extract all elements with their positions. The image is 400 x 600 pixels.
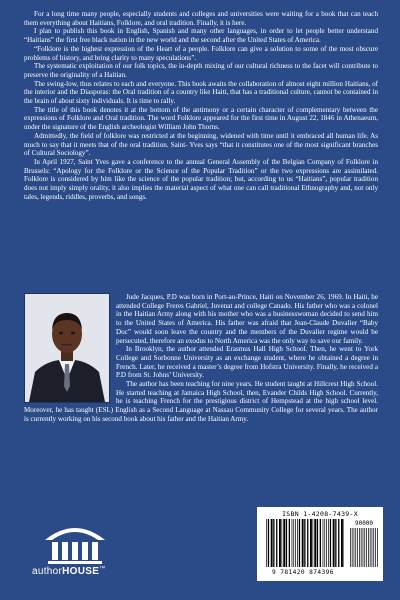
barcode-bar [320, 519, 321, 567]
barcode-bar [302, 519, 304, 567]
barcode-bar [283, 519, 285, 567]
intro-paragraph: The systematic exploitation of our folk topics, the in-depth mixing of our cultural richness to the facet will contribute to preserve the originality of a Haitian. [24, 62, 378, 79]
bio-paragraph: In Brooklyn, the author attended Erasmus Hall High School. Then, he went to York College and Sorbonne University as an exchange student, where he obtained a degree in French. Later, he received a master’s degree from Hofstra University. Finally, he received a P.D from St. Johns’ University. [116, 345, 378, 380]
barcode-bar [282, 519, 283, 567]
isbn-barcode-box [257, 507, 383, 581]
barcode-bar [344, 519, 345, 567]
barcode-bar [324, 519, 325, 567]
barcode-bar [279, 519, 281, 567]
price-code: 90000 [354, 520, 374, 527]
intro-text-block [24, 10, 378, 201]
authorhouse-building-icon [40, 518, 110, 568]
intro-paragraph: “Folklore is the highest expression of the Heart of a people. Folklore can give a solution to some of the most obscure problems of history, and bring clarity to many speculations”. [24, 44, 378, 62]
barcode-bar [323, 519, 324, 567]
barcode-bar [326, 519, 327, 567]
barcode-bar [297, 519, 298, 567]
barcode-bar [273, 519, 274, 567]
barcode-bar [313, 519, 314, 567]
barcode-bar [357, 528, 358, 567]
barcode-bar [352, 528, 353, 567]
barcode-bar [289, 519, 290, 567]
isbn-label: ISBN 1-4208-7439-X [282, 510, 358, 518]
barcode-bar [375, 528, 376, 567]
barcode-bar [366, 528, 367, 567]
publisher-logo [40, 518, 110, 588]
barcode-bar [292, 519, 293, 567]
bio-paragraph: The author has been teaching for nine years. He student taught at Hillcrest High School. He started teaching at Jamaica High School, then, Evander Childs High School. Currently, he is teaching French for the prestigious district of Hempstead at the high school level. Moreover, he has taught (ESL) English as a Second Language at Nassau Community College for several years. The author is currently working on his second book about his father and the Haitian Army. [24, 380, 378, 423]
barcode-bar [276, 519, 277, 567]
intro-paragraph: For a long time many people, especially students and colleges and universities were waiting for a book that can teach them everything about Haitians, Folklore, and oral tradition. Finally, it is here. [24, 10, 378, 27]
barcode-bar [373, 528, 374, 567]
intro-paragraph: The swing-low, thus relates to each and everyone. This book awaits the collaboration of almost eight million Haitians, of the interior and the Diasporas: the Oral tradition of a country like Haiti, that has a traditional culture, cannot be contained in the brain of about sixty individuals. It is time to rally. [24, 79, 378, 106]
barcode-bar [335, 519, 336, 567]
barcode-bar [363, 528, 364, 567]
barcode-bar [354, 528, 355, 567]
barcode-bar [377, 528, 378, 567]
barcode-bar [328, 519, 329, 567]
barcode-bar [266, 519, 267, 567]
barcode-bar [330, 519, 331, 567]
barcode-bar [368, 528, 369, 567]
barcode-bar [299, 519, 300, 567]
intro-paragraph: I plan to publish this book in English, Spanish and many other languages, in order to let people better understand “Haitians” the first free black nation in the new world and the second after the United States of America. [24, 27, 378, 45]
barcode-bar [372, 528, 373, 567]
barcode-bar [304, 519, 305, 567]
intro-paragraph: In April 1927, Saint Yves gave a conference to the annual General Assembly of the Belgian Company of Folklore in Brussels: “Apology for the Folklore or the Science of the Popular Tradition” or the two expressions are assimilated. Folklore is considered by him like the science of the popular tradition; but, according to us “Haitians”, popular tradition does not imply simply orality, it also implies the material aspect of what one can call traditional Ethnography and, not only tales, legends, riddles, proverbs, and songs. [24, 157, 378, 201]
barcode-bar [361, 528, 362, 567]
ean-barcode [265, 519, 345, 567]
intro-paragraph: Admittedly, the field of folklore was restricted at the beginning, widened with time until it embraced all human life. As much to say that it meets that of the oral tradition. Saint- Yves says “that it constitutes one of the most significant branches of Cultural Sociology”. [24, 131, 378, 158]
barcode-bar [355, 528, 356, 567]
ean-number: 9 781420 874396 [272, 569, 334, 576]
barcode-bar [293, 519, 294, 567]
barcode-bar [307, 519, 308, 567]
barcode-bar [310, 519, 312, 567]
author-portrait-icon [25, 294, 109, 402]
barcode-bar [370, 528, 371, 567]
barcode-bar [359, 528, 360, 567]
bio-paragraph: Jude Jacques, P.D was born in Port-au-Prince, Haiti on November 26, 1969. In Haiti, he attended College Freres Gabriel, Juvenat and college Canado. His father who was a colonel in the Haitian Army along with his mother who was a businesswoman decided to send him to the United States of America. His father was afraid that Jean-Claude Duvalier “Baby Doc” would soon leave the country and the members of the Duvalier regime would be persecuted, therefore an exodus to North America was the only way to save our family. [116, 293, 378, 345]
barcode-bar [314, 519, 316, 567]
author-photo [24, 293, 110, 403]
barcode-bar [286, 519, 287, 567]
barcode-bar [341, 519, 343, 567]
barcode-bar [271, 519, 273, 567]
trademark-symbol: ™ [99, 566, 106, 572]
barcode-bar [333, 519, 335, 567]
barcode-bar [338, 519, 339, 567]
barcode-bar [364, 528, 365, 567]
intro-paragraph: The title of this book denotes it at the bottom of the antimony or a certain character of complementary between the expressions of Folklore and Oral tradition. The word Folklore appeared for the first time in August 22, 1846 in Athenaeum, under the signature of the English archeologist William John Thorns. [24, 105, 378, 132]
barcode-bar [317, 519, 318, 567]
publisher-name-light: author [32, 566, 63, 577]
publisher-name [32, 566, 106, 577]
publisher-name-bold: HOUSE [62, 566, 100, 577]
barcode-bar [295, 519, 296, 567]
barcode-bar [350, 528, 351, 567]
barcode-bar [268, 519, 269, 567]
